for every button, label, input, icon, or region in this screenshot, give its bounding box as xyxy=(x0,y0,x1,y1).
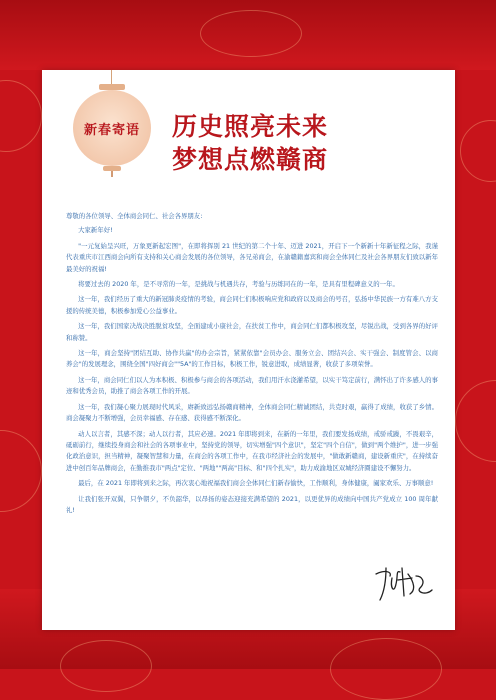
letter-paragraph: 这一年，商会同仁们以人为本积极、积极参与商会的各项活动，我们用汗水浇灌希望，以实干笃定前行，满怀出了许多感人的事迹和优秀会员，助推了商会各项工作的开展。 xyxy=(66,375,438,396)
lantern-icon xyxy=(73,84,151,176)
decorative-ring xyxy=(200,10,302,57)
letter-paragraph: 这一年，我们经历了重大的新冠肺炎疫情的考验，商会同仁们积极响应党和政府以及商会的号召，弘扬中华民族一方有难八方支援的传统美德，积极参加爱心公益事业。 xyxy=(66,295,438,315)
title-line-2: 梦想点燃赣商 xyxy=(172,145,329,174)
lantern-tassel xyxy=(111,171,113,177)
handwritten-signature xyxy=(370,562,440,604)
letter-paragraph: 让我们张开双翼，只争朝夕，不负韶华，以昂扬的姿态迎接充满希望的 2021，以更优异的成绩向中国共产党成立 100 周年献礼! xyxy=(66,494,438,514)
decorative-ring xyxy=(0,430,42,512)
decorative-ring xyxy=(0,80,42,152)
decorative-ring xyxy=(330,638,442,700)
letter-body xyxy=(66,211,438,520)
decorative-ring xyxy=(60,640,152,692)
letter-paragraph: 最后，在 2021 年即将到来之际，再次衷心地祝福我们商会全体同仁们新春愉快，工作顺利，身体健康，阖家欢乐、万事顺意! xyxy=(78,479,434,488)
letter-paragraph: "一元复始呈兴旺，万象更新起宏图"，在即将挥别 21 世纪的第二个十年、迈进 2021，开启下一个新新十年新征程之际，我谨代表重庆市江西商会向所有支持和关心商会发展的各位领导，各兄弟商会，在渝赣籍嘉宾和商会全体同仁及社会各界朋友们致以新年最美好的祝福! xyxy=(66,241,438,273)
letter-greeting: 尊敬的各位领导、全体商会同仁、社会各界朋友: xyxy=(66,212,203,220)
lantern-label: 新春寄语 xyxy=(83,122,140,138)
letter-paragraph: 这一年，商会坚持"团结互助、协作共赢"的办会宗旨，紧紧依靠"会员办会、服务立会、团结兴会、实干强会、制度管会、以商养会"的发展理念，围绕全国"四好商会""5A"的工作目标，积极工作，锐意进取，成绩显著，收获了多项荣誉。 xyxy=(66,349,438,369)
lantern-string xyxy=(111,70,112,84)
letter-paragraph: 这一年，我们国家决战决胜脱贫攻坚，全面建成小康社会，在扶贫工作中，商会同仁们都积极攻坚，尽锐出战，受到各界的好评和称赞。 xyxy=(66,322,438,342)
title-line-1: 历史照亮未来 xyxy=(172,112,329,141)
letter-paragraph: 大家新年好! xyxy=(78,226,113,235)
letter-paragraph: 将要过去的 2020 年，是不寻常的一年，是挑战与机遇共存，考验与历练同在的一年，是具有里程碑意义的一年。 xyxy=(78,280,399,289)
page-title xyxy=(172,110,412,176)
decorative-ring xyxy=(455,380,496,462)
signature-icon xyxy=(370,562,440,604)
letter-paragraph: 动人以言者，其感不深；动人以行者，其应必速。2021 年即将到来，在新的一年里，我们要发扬成绩，戒骄戒躁，不畏艰辛，砥砺前行，继续投身商会和社会的各项事业中，坚持党的领导，切实增强"四个意识"，坚定"四个自信"，做到"两个维护"，进一步强化政治意识，担当精神，凝聚智慧和力量，在商会的各项工作中，在我市经济社会的发展中，"做敢新赣商，建设新重庆"，在持续奋进中创百年品牌商会，在勤推我市"两点"定位、"两地""两高"目标、和"四个扎实"，助力成渝地区双城经济圈建设不懈努力。 xyxy=(66,429,438,472)
decorative-ring xyxy=(460,120,496,182)
letter-paragraph: 这一年，我们凝心聚力展现时代风采，赓新致远弘扬赣商精神，全体商会同仁精诚团结，共克时艰，赢得了成绩，收获了乡情。商会凝聚力不断增强，会员幸福感、存在感、获得感不断深化。 xyxy=(66,402,438,423)
lantern-body xyxy=(73,90,151,166)
